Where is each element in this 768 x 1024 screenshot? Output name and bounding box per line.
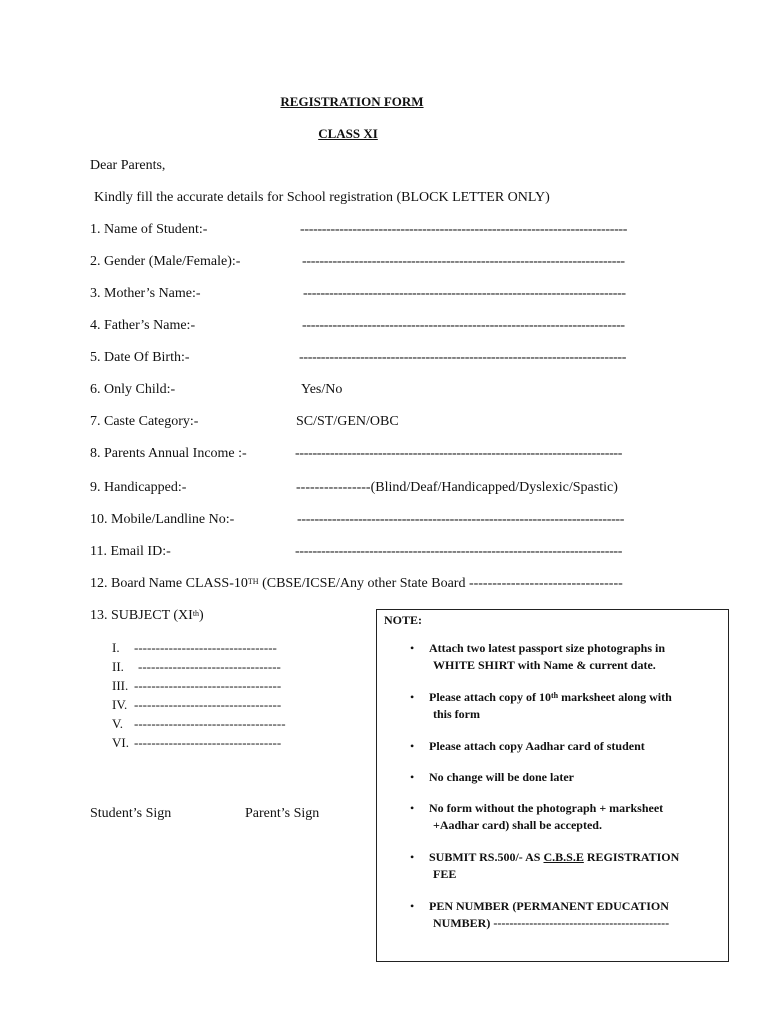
note-item-line: No change will be done later [429,770,574,784]
note-item-line [429,850,679,864]
field-line-mother-name[interactable]: -------------------------------------------------------------------------- [303,286,626,301]
note-item [429,689,729,723]
subject-line[interactable]: ----------------------------------- [134,716,286,731]
field-subject-heading [90,608,204,624]
bullet-icon: • [410,690,415,704]
note-item-line: WHITE SHIRT with Name & current date. [433,658,656,672]
note-item-line: this form [433,707,480,721]
note-item-line: Attach two latest passport size photographs in [429,641,666,655]
subject-row[interactable] [112,659,281,675]
bullet-icon: • [410,739,415,753]
note-sup: th [550,691,559,700]
subject-row[interactable] [112,697,281,713]
field-label-gender: 2. Gender (Male/Female):- [90,254,241,269]
field-label-caste: 7. Caste Category:- [90,414,199,429]
field-label-handicapped: 9. Handicapped:- [90,480,187,495]
student-sign-label: Student’s Sign [90,806,172,821]
bullet-icon: • [410,899,415,913]
note-text: Please attach copy of 10 [429,690,551,704]
subject-number: V. [112,716,123,731]
field-line-income[interactable]: --------------------------------------------------------------------------- [295,446,623,461]
board-label-pre: 12. Board Name CLASS-10 [90,576,248,591]
note-box [376,609,729,962]
field-line-father-name[interactable]: -------------------------------------------------------------------------- [302,318,625,333]
parent-sign-label: Parent’s Sign [245,806,320,821]
note-item [429,898,729,932]
subject-number: III. [112,678,129,693]
note-item-line: +Aadhar card) shall be accepted. [433,818,602,832]
field-line-email[interactable]: --------------------------------------------------------------------------- [295,544,623,559]
note-item-line[interactable]: NUMBER) -------------------------------------------- [433,916,670,930]
note-item [429,800,729,834]
subject-line[interactable]: ---------------------------------- [134,697,282,712]
note-item-line: Please attach copy Aadhar card of student [429,739,645,753]
note-item-line: PEN NUMBER (PERMANENT EDUCATION [429,899,669,913]
field-label-dob: 5. Date Of Birth:- [90,350,190,365]
note-text: marksheet along with [558,690,672,704]
note-text: SUBMIT RS.500/- AS [429,850,544,864]
note-text: REGISTRATION [583,850,680,864]
subject-row[interactable] [112,678,281,694]
field-line-handicapped[interactable]: ----------------(Blind/Deaf/Handicapped/Dyslexic/Spastic) [296,480,618,495]
subject-number: IV. [112,697,128,712]
subject-label-sup: th [192,609,200,618]
note-item-line: FEE [433,867,457,881]
field-label-student-name: 1. Name of Student:- [90,222,208,237]
subject-line[interactable]: --------------------------------- [138,659,281,674]
note-item-line: No form without the photograph + marksheet [429,801,664,815]
bullet-icon: • [410,801,415,815]
field-label-income: 8. Parents Annual Income :- [90,446,247,461]
subject-label-pre: 13. SUBJECT (XI [90,608,193,623]
field-options-only-child[interactable]: Yes/No [301,382,343,397]
note-item-line [429,690,672,704]
subject-line[interactable]: --------------------------------- [134,640,277,655]
note-item [429,849,729,883]
bullet-icon: • [410,641,415,655]
note-title: NOTE: [384,613,423,627]
field-label-email: 11. Email ID:- [90,544,171,559]
note-text-underlined: C.B.S.E [543,850,584,864]
subject-number: I. [112,640,120,655]
form-class: CLASS XI [318,126,378,141]
board-label-post: (CBSE/ICSE/Any other State Board --------------------------------- [258,576,623,591]
note-item [429,738,729,755]
note-item [429,640,729,674]
board-label-sup: TH [247,577,259,586]
field-line-student-name[interactable]: --------------------------------------------------------------------------- [300,222,628,237]
subject-label-post: ) [199,608,204,623]
subject-line[interactable]: ---------------------------------- [134,735,282,750]
field-label-father-name: 4. Father’s Name:- [90,318,196,333]
field-label-mother-name: 3. Mother’s Name:- [90,286,201,301]
field-board-name[interactable] [90,576,623,592]
bullet-icon: • [410,770,415,784]
form-title: REGISTRATION FORM [280,94,424,109]
bullet-icon: • [410,850,415,864]
subject-line[interactable]: ---------------------------------- [134,678,282,693]
field-line-gender[interactable]: -------------------------------------------------------------------------- [302,254,625,269]
field-options-caste[interactable]: SC/ST/GEN/OBC [296,414,399,429]
field-label-mobile: 10. Mobile/Landline No:- [90,512,235,527]
note-item [429,769,729,786]
field-line-dob[interactable]: --------------------------------------------------------------------------- [299,350,627,365]
subject-number: II. [112,659,124,674]
subject-number: VI. [112,735,129,750]
instruction: Kindly fill the accurate details for School registration (BLOCK LETTER ONLY) [94,190,550,205]
subject-row[interactable] [112,716,286,732]
field-label-only-child: 6. Only Child:- [90,382,176,397]
subject-row[interactable] [112,640,277,656]
field-line-mobile[interactable]: --------------------------------------------------------------------------- [297,512,625,527]
subject-row[interactable] [112,735,281,751]
salutation: Dear Parents, [90,158,166,173]
